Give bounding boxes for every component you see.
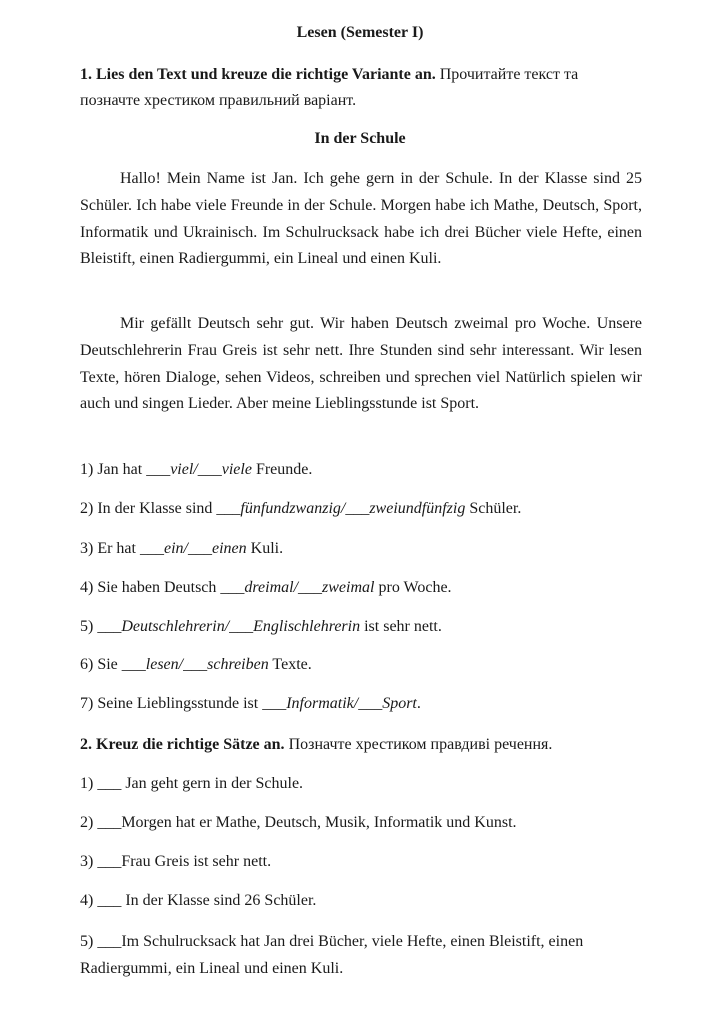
question-number: 7) bbox=[80, 695, 98, 712]
statement-number: 5) bbox=[80, 933, 98, 950]
answer-blank-2[interactable]: ___ bbox=[187, 540, 212, 557]
option-2: einen bbox=[211, 540, 247, 557]
question-number: 2) bbox=[80, 500, 98, 517]
question-ending: Schüler. bbox=[465, 500, 522, 517]
option-2: viele bbox=[221, 461, 252, 478]
question-ending: Kuli. bbox=[246, 540, 284, 557]
question-ending: Freunde. bbox=[251, 461, 313, 478]
question-number: 5) bbox=[80, 618, 98, 635]
answer-blank-2[interactable]: ___ bbox=[298, 579, 323, 596]
task2-translation: Позначте хрестиком правдиві речення. bbox=[284, 736, 553, 753]
question-ending: Texte. bbox=[268, 656, 312, 673]
option-2: schreiben bbox=[207, 656, 269, 673]
answer-blank-1[interactable]: ___ bbox=[146, 461, 171, 478]
answer-blank-2[interactable]: ___ bbox=[229, 618, 254, 635]
option-2: zweimal bbox=[322, 579, 375, 596]
answer-blank-2[interactable]: ___ bbox=[183, 656, 208, 673]
option-2: zweiundfünfzig bbox=[369, 500, 466, 517]
question-3 bbox=[80, 536, 650, 562]
answer-blank-2[interactable]: ___ bbox=[197, 461, 222, 478]
question-text: Er hat bbox=[97, 540, 140, 557]
statement-4 bbox=[80, 888, 650, 914]
statement-number: 4) bbox=[80, 892, 98, 909]
question-number: 3) bbox=[80, 540, 98, 557]
question-2 bbox=[80, 496, 650, 522]
option-2: Sport bbox=[382, 695, 417, 712]
task1-instruction bbox=[80, 62, 642, 114]
answer-blank-1[interactable]: ___ bbox=[262, 695, 287, 712]
question-number: 6) bbox=[80, 656, 98, 673]
question-1 bbox=[80, 457, 650, 483]
question-number: 4) bbox=[80, 579, 98, 596]
option-1: ein/ bbox=[163, 540, 188, 557]
question-text: In der Klasse sind bbox=[97, 500, 217, 517]
option-2: Englischlehrerin bbox=[253, 618, 361, 635]
task1-translation: Прочитайте текст та позначте хрестиком правильний варіант. bbox=[80, 66, 579, 109]
statement-text: ___Frau Greis ist sehr nett. bbox=[97, 853, 272, 870]
question-text: Sie bbox=[97, 656, 122, 673]
option-1: Informatik/ bbox=[286, 695, 359, 712]
question-4 bbox=[80, 575, 650, 601]
answer-blank-2[interactable]: ___ bbox=[345, 500, 370, 517]
statement-number: 3) bbox=[80, 853, 98, 870]
question-ending: . bbox=[416, 695, 421, 712]
task1-heading: 1. Lies den Text und kreuze die richtige Variante an. bbox=[80, 66, 436, 83]
task2-heading: 2. Kreuz die richtige Sätze an. bbox=[80, 736, 285, 753]
option-1: dreimal/ bbox=[244, 579, 299, 596]
statement-1 bbox=[80, 771, 650, 797]
statement-2 bbox=[80, 810, 650, 836]
option-1: viel/ bbox=[170, 461, 198, 478]
statement-text: ___Morgen hat er Mathe, Deutsch, Musik, Informatik und Kunst. bbox=[97, 814, 517, 831]
question-text: Jan hat bbox=[97, 461, 147, 478]
task2-instruction bbox=[80, 732, 650, 758]
page-title: Lesen (Semester I) bbox=[296, 24, 424, 41]
answer-blank-2[interactable]: ___ bbox=[358, 695, 383, 712]
statement-number: 1) bbox=[80, 775, 98, 792]
question-ending: pro Woche. bbox=[374, 579, 452, 596]
answer-blank-1[interactable]: ___ bbox=[216, 500, 241, 517]
option-1: Deutschlehrerin/ bbox=[121, 618, 230, 635]
statement-number: 2) bbox=[80, 814, 98, 831]
answer-blank-1[interactable]: ___ bbox=[220, 579, 245, 596]
question-7 bbox=[80, 691, 650, 717]
answer-blank-1[interactable]: ___ bbox=[97, 618, 122, 635]
question-ending: ist sehr nett. bbox=[360, 618, 442, 635]
question-text: Sie haben Deutsch bbox=[97, 579, 221, 596]
statement-text: ___ In der Klasse sind 26 Schüler. bbox=[97, 892, 317, 909]
question-number: 1) bbox=[80, 461, 98, 478]
question-5 bbox=[80, 614, 650, 640]
question-6 bbox=[80, 652, 650, 678]
option-1: lesen/ bbox=[145, 656, 184, 673]
story-title: In der Schule bbox=[314, 130, 406, 147]
story-paragraph-1: Hallo! Mein Name ist Jan. Ich gehe gern in der Schule. In der Klasse sind 25 Schüler. Ich habe viele Freunde in der Schule. Morgen habe ich Mathe, Deutsch, Sport, Informatik und Ukrainisch. Im Schulrucksack habe ich drei Bücher viele Hefte, einen Bleistift, einen Radiergummi, ein Lineal und einen Kuli. bbox=[80, 170, 642, 268]
question-text: Seine Lieblingsstunde ist bbox=[97, 695, 263, 712]
statement-5 bbox=[80, 928, 642, 982]
option-1: fünfundzwanzig/ bbox=[240, 500, 346, 517]
answer-blank-1[interactable]: ___ bbox=[121, 656, 146, 673]
answer-blank-1[interactable]: ___ bbox=[139, 540, 164, 557]
statement-text: ___ Jan geht gern in der Schule. bbox=[97, 775, 304, 792]
story-paragraph-2: Mir gefällt Deutsch sehr gut. Wir haben Deutsch zweimal pro Woche. Unsere Deutschlehrerin Frau Greis ist sehr nett. Ihre Stunden sind sehr interessant. Wir lesen Texte, hören Dialoge, sehen Videos, schreiben und sprechen viel Natürlich spielen wir auch und singen Lieder. Aber meine Lieblingsstunde ist Sport. bbox=[80, 315, 642, 413]
statement-3 bbox=[80, 849, 650, 875]
statement-text: ___Im Schulrucksack hat Jan drei Bücher, viele Hefte, einen Bleistift, einen Radiergummi, ein Lineal und einen Kuli. bbox=[80, 933, 584, 977]
